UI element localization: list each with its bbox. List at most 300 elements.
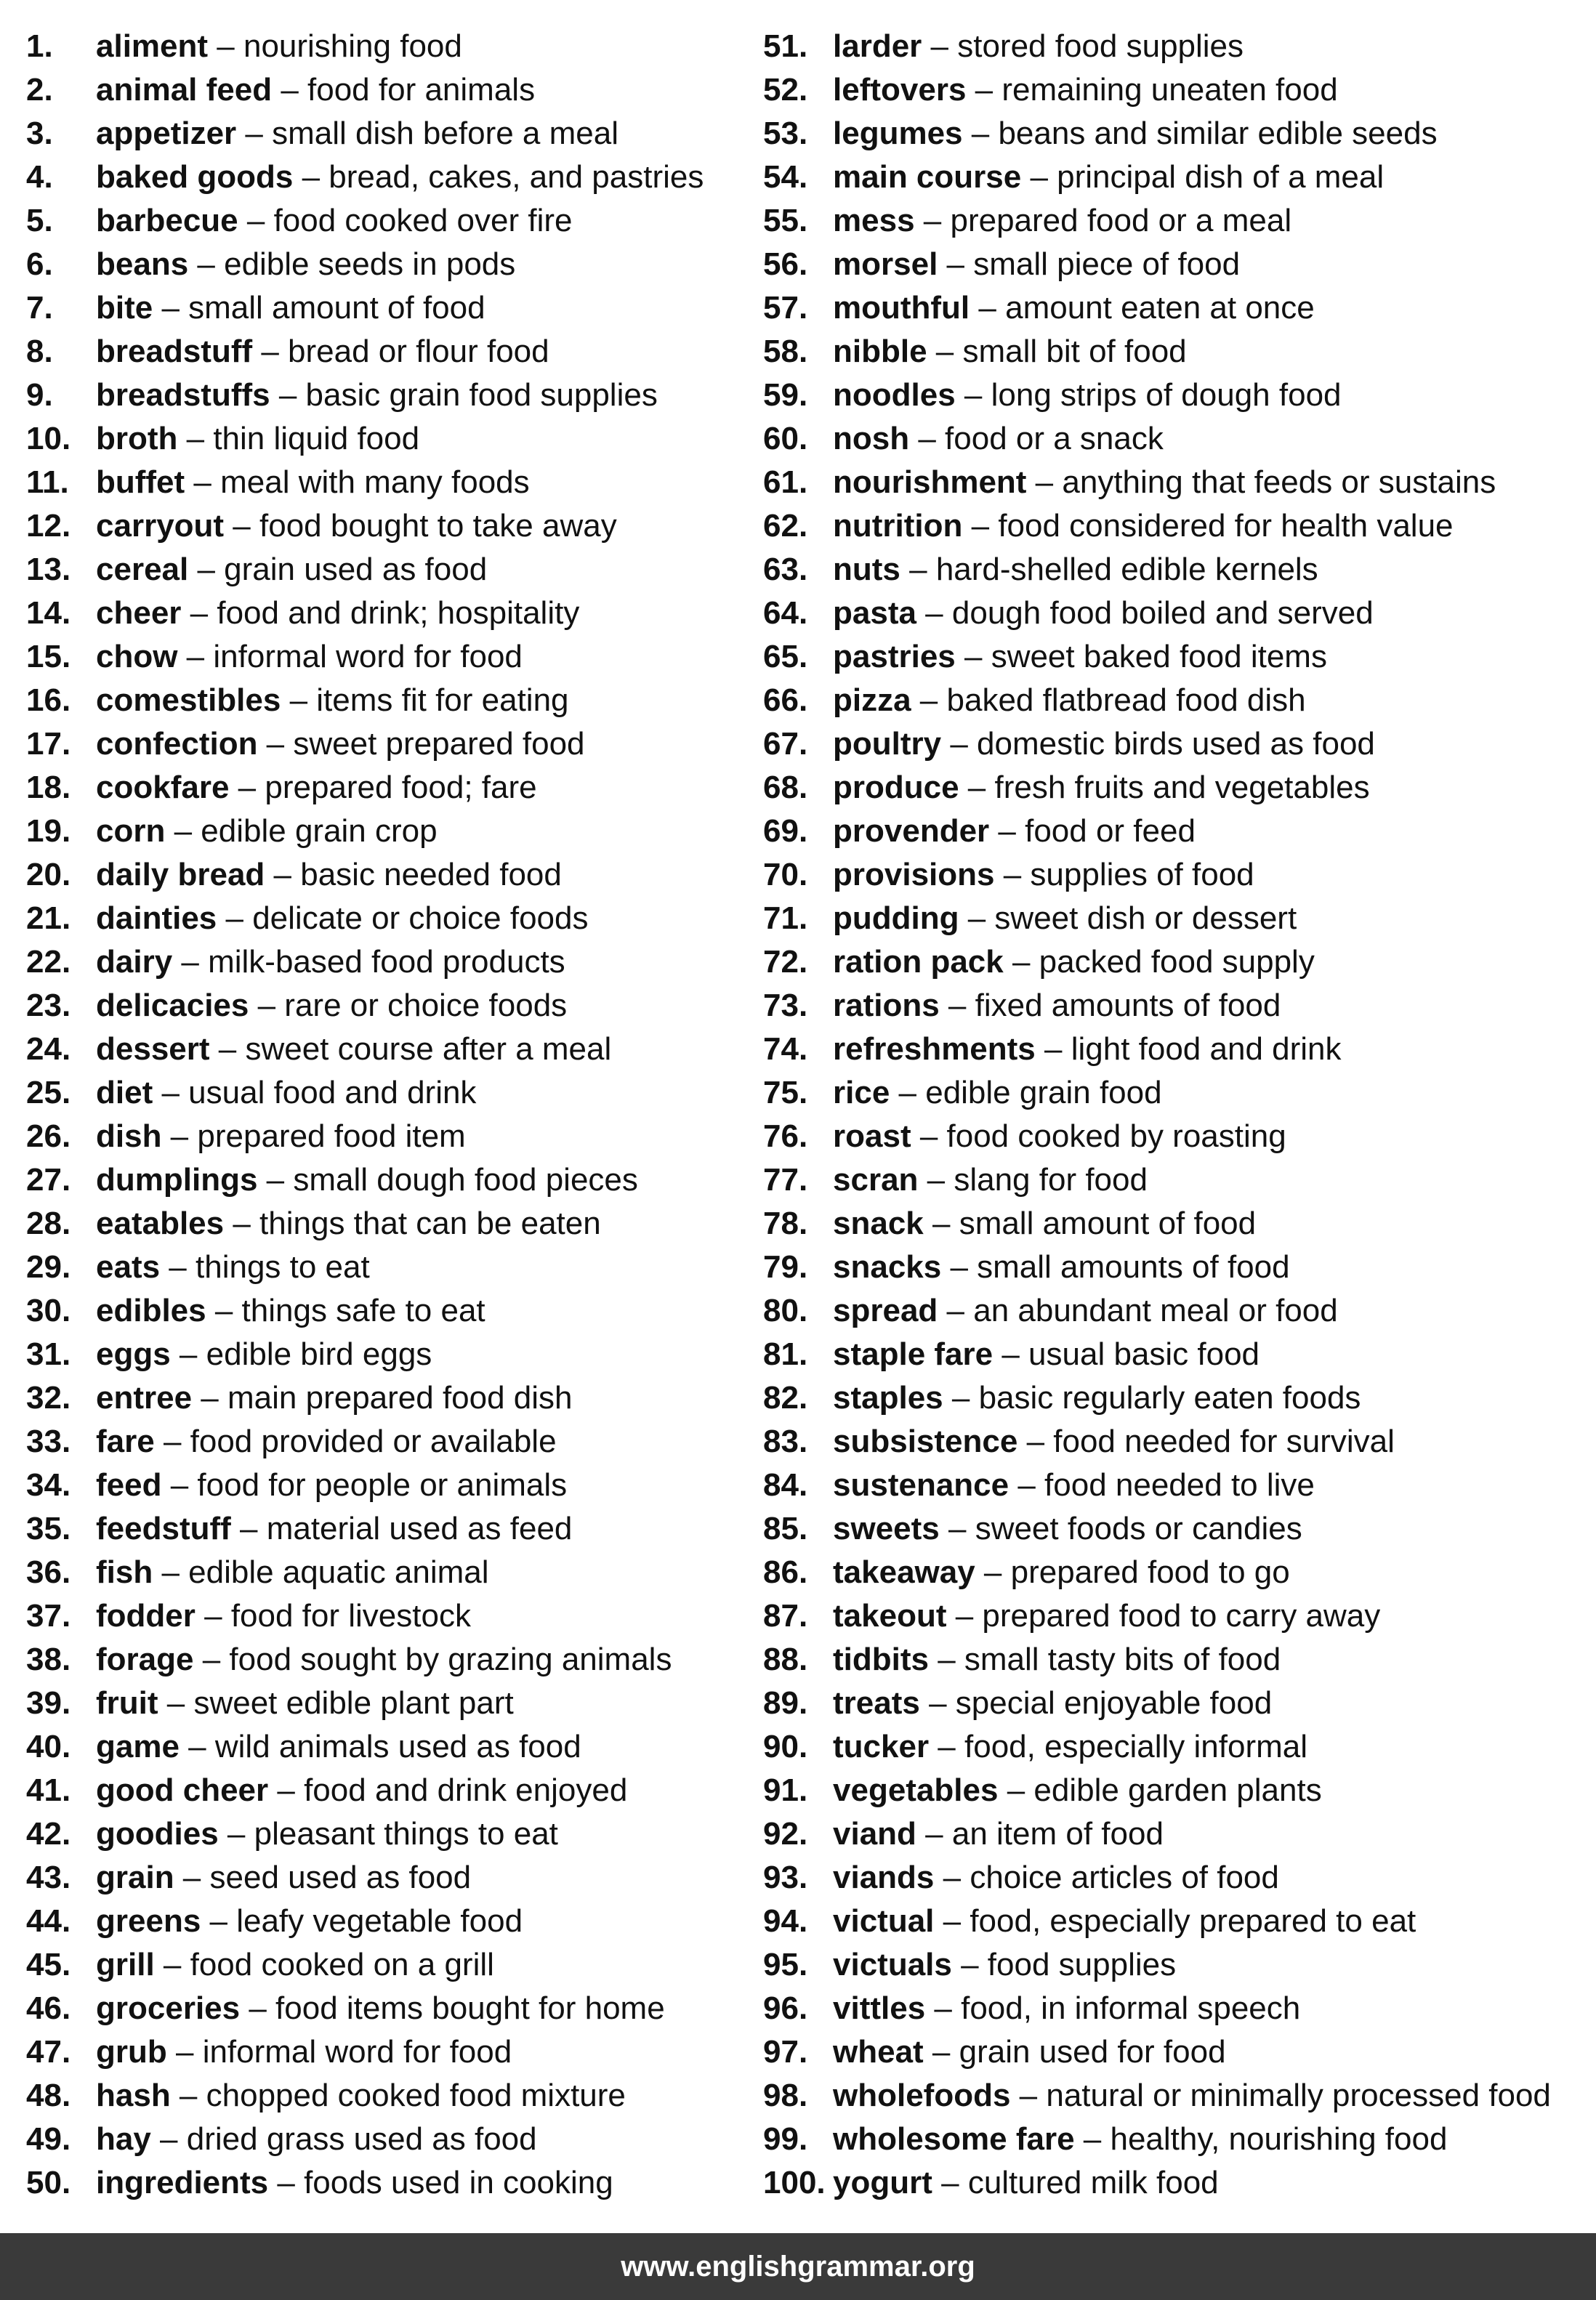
entry-word: pastries [833,639,956,674]
list-item [763,156,1584,199]
entry-separator: – [185,464,221,500]
list-item [763,1464,1584,1507]
entry-separator: – [923,1206,959,1241]
entry-number: 16. [26,682,71,718]
entry-definition: food sought by grazing animals [229,1642,672,1677]
entry-definition: bread or flour food [288,334,549,369]
entry-number: 62. [763,508,808,544]
entry-number: 99. [763,2121,808,2157]
entry-word: eatables [96,1206,225,1241]
entry-word: eats [96,1249,161,1285]
entry-word: rations [833,988,940,1023]
list-item [763,330,1584,374]
entry-definition: prepared food to carry away [982,1598,1381,1634]
entry-separator: – [941,726,978,762]
list-item [26,1202,760,1246]
entry-definition: an abundant meal or food [973,1293,1338,1328]
entry-definition: food cooked by roasting [946,1118,1286,1154]
entry-definition: an item of food [951,1816,1164,1852]
entry-word: nourishment [833,464,1027,500]
entry-number: 100. [763,2165,826,2200]
entry-definition: sweet course after a meal [245,1031,612,1067]
entry-separator: – [208,28,243,64]
entry-number: 32. [26,1380,71,1416]
entry-separator: – [975,1554,1011,1590]
entry-separator: – [161,1467,198,1503]
entry-definition: sweet edible plant part [193,1685,514,1721]
entry-word: leftovers [833,72,967,108]
entry-definition: food or a snack [945,421,1164,456]
entry-separator: – [224,508,259,544]
entry-word: snacks [833,1249,942,1285]
entry-number: 93. [763,1860,808,1895]
list-item [763,504,1584,548]
list-item [763,2030,1584,2074]
entry-number: 48. [26,2078,71,2113]
entry-word: beans [96,246,189,282]
entry-definition: hard-shelled edible kernels [935,552,1318,587]
list-item [26,1812,760,1856]
list-item [763,1507,1584,1551]
entry-separator: – [941,1249,978,1285]
list-item [26,548,760,592]
entry-definition: usual food and drink [188,1075,477,1110]
list-item [26,1943,760,1987]
list-item [26,2118,760,2161]
entry-number: 46. [26,1990,71,2026]
entry-word: pasta [833,595,916,631]
entry-separator: – [927,334,963,369]
list-item [26,679,760,722]
entry-definition: edible bird eggs [206,1336,432,1372]
entry-definition: food bought to take away [259,508,617,544]
list-item [763,1725,1584,1769]
entry-word: sweets [833,1511,940,1546]
entry-word: buffet [96,464,185,500]
entry-separator: – [154,1947,190,1982]
list-item [763,1028,1584,1071]
entry-definition: edible grain crop [201,813,438,849]
entry-separator: – [922,28,958,64]
entry-word: wholesome fare [833,2121,1075,2157]
entry-definition: edible garden plants [1033,1772,1322,1808]
entry-number: 19. [26,813,71,849]
list-item [763,1376,1584,1420]
entry-definition: sweet dish or dessert [994,900,1297,936]
entry-word: delicacies [96,988,249,1023]
entry-separator: – [925,1990,962,2026]
entry-number: 84. [763,1467,808,1503]
entry-definition: grain used for food [959,2034,1226,2070]
list-item [26,25,760,68]
list-item [26,1376,760,1420]
list-item [763,2074,1584,2118]
entry-word: fodder [96,1598,196,1634]
entry-number: 23. [26,988,71,1023]
entry-number: 7. [26,290,53,326]
entry-word: provender [833,813,990,849]
list-item [763,635,1584,679]
entry-number: 52. [763,72,808,108]
entry-word: roast [833,1118,911,1154]
entry-word: feedstuff [96,1511,231,1546]
entry-definition: food or feed [1025,813,1196,849]
entry-separator: – [909,421,946,456]
entry-number: 95. [763,1947,808,1982]
entry-definition: healthy, nourishing food [1110,2121,1448,2157]
entry-number: 11. [26,464,69,500]
list-item [763,1769,1584,1812]
entry-number: 71. [763,900,808,936]
list-item [763,1115,1584,1158]
entry-number: 56. [763,246,808,282]
list-item [26,940,760,984]
entry-word: provisions [833,857,995,892]
entry-number: 43. [26,1860,71,1895]
entry-number: 87. [763,1598,808,1634]
entry-separator: – [206,1293,242,1328]
entry-number: 53. [763,116,808,151]
entry-definition: prepared food; fare [265,770,537,805]
entry-definition: small dish before a meal [272,116,618,151]
entry-word: eggs [96,1336,171,1372]
list-item [763,1420,1584,1464]
entry-word: nosh [833,421,910,456]
entry-word: victual [833,1903,935,1939]
entry-separator: – [270,377,306,413]
entry-separator: – [939,1511,975,1546]
entry-number: 12. [26,508,71,544]
entry-number: 5. [26,203,53,238]
list-item [763,25,1584,68]
entry-word: wholefoods [833,2078,1011,2113]
entry-separator: – [268,2165,305,2200]
list-item [763,286,1584,330]
entry-definition: packed food supply [1039,944,1315,980]
entry-number: 2. [26,72,53,108]
entry-number: 72. [763,944,808,980]
entry-separator: – [181,595,217,631]
entry-word: carryout [96,508,225,544]
entry-separator: – [998,1772,1034,1808]
entry-definition: small bit of food [962,334,1187,369]
list-item [763,1987,1584,2030]
entry-word: breadstuff [96,334,253,369]
entry-number: 63. [763,552,808,587]
entry-separator: – [201,1903,237,1939]
entry-definition: remaining uneaten food [1001,72,1338,108]
list-item [763,1682,1584,1725]
entry-word: legumes [833,116,963,151]
entry-word: diet [96,1075,153,1110]
entry-definition: domestic birds used as food [977,726,1375,762]
entry-separator: – [993,1336,1029,1372]
entry-number: 9. [26,377,53,413]
entry-separator: – [177,421,214,456]
list-item [763,461,1584,504]
entry-separator: – [959,770,995,805]
entry-number: 13. [26,552,71,587]
entry-separator: – [928,1642,964,1677]
entry-word: main course [833,159,1022,195]
entry-definition: supplies of food [1030,857,1254,892]
entry-word: animal feed [96,72,273,108]
entry-word: vegetables [833,1772,999,1808]
entry-separator: – [268,1772,305,1808]
list-item [26,112,760,156]
entry-separator: – [154,1424,190,1459]
entry-number: 69. [763,813,808,849]
entry-number: 98. [763,2078,808,2113]
entry-word: vittles [833,1990,926,2026]
entry-definition: edible seeds in pods [224,246,516,282]
entry-definition: food, in informal speech [961,1990,1301,2026]
list-item [26,1115,760,1158]
entry-word: tidbits [833,1642,929,1677]
entry-separator: – [179,1729,215,1764]
entry-number: 90. [763,1729,808,1764]
entry-number: 35. [26,1511,71,1546]
entry-word: poultry [833,726,942,762]
entry-number: 33. [26,1424,71,1459]
list-item [26,330,760,374]
entry-word: comestibles [96,682,281,718]
entry-definition: edible grain food [925,1075,1162,1110]
list-item [763,1071,1584,1115]
entry-separator: – [229,770,265,805]
list-item [763,1246,1584,1289]
entry-word: yogurt [833,2165,932,2200]
list-item [763,68,1584,112]
entry-separator: – [249,988,285,1023]
entry-separator: – [240,1990,276,2026]
entry-separator: – [938,246,974,282]
entry-separator: – [914,203,951,238]
list-item [763,940,1584,984]
word-list-right-column [763,25,1584,2205]
entry-number: 65. [763,639,808,674]
entry-definition: food cooked on a grill [190,1947,494,1982]
entry-separator: – [911,1118,947,1154]
entry-word: snack [833,1206,924,1241]
word-list-left-column [26,25,760,2205]
list-item [763,1289,1584,1333]
list-item [26,1464,760,1507]
entry-separator: – [224,1206,260,1241]
entry-word: edibles [96,1293,206,1328]
entry-number: 8. [26,334,53,369]
entry-separator: – [955,377,991,413]
entry-word: subsistence [833,1424,1018,1459]
list-item [763,1638,1584,1682]
entry-number: 92. [763,1816,808,1852]
list-item [26,461,760,504]
entry-number: 18. [26,770,71,805]
entry-separator: – [938,1293,974,1328]
entry-definition: long strips of dough food [991,377,1342,413]
entry-definition: small amounts of food [977,1249,1290,1285]
list-item [26,199,760,243]
entry-word: grain [96,1860,174,1895]
entry-separator: – [890,1075,926,1110]
entry-separator: – [209,1031,246,1067]
entry-number: 74. [763,1031,808,1067]
entry-word: daily bread [96,857,265,892]
list-item [763,679,1584,722]
entry-word: groceries [96,1990,241,2026]
entry-word: baked goods [96,159,294,195]
entry-definition: things safe to eat [241,1293,485,1328]
entry-number: 54. [763,159,808,195]
entry-number: 6. [26,246,53,282]
entry-number: 37. [26,1598,71,1634]
entry-definition: fresh fruits and vegetables [994,770,1370,805]
entry-definition: food and drink; hospitality [217,595,580,631]
entry-separator: – [236,116,273,151]
entry-word: hash [96,2078,171,2113]
entry-word: cereal [96,552,189,587]
entry-word: fruit [96,1685,158,1721]
entry-separator: – [153,1554,189,1590]
entry-definition: main prepared food dish [227,1380,573,1416]
entry-word: mouthful [833,290,970,326]
entry-number: 30. [26,1293,71,1328]
entry-separator: – [150,2121,187,2157]
entry-word: rice [833,1075,890,1110]
entry-separator: – [170,2078,206,2113]
entry-definition: choice articles of food [970,1860,1279,1895]
list-item [26,1638,760,1682]
entry-word: refreshments [833,1031,1036,1067]
entry-definition: baked flatbread food dish [946,682,1306,718]
entry-number: 41. [26,1772,71,1808]
entry-separator: – [252,334,289,369]
entry-separator: – [919,1685,956,1721]
entry-number: 57. [763,290,808,326]
entry-number: 20. [26,857,71,892]
entry-word: appetizer [96,116,237,151]
entry-word: hay [96,2121,151,2157]
entry-word: mess [833,203,915,238]
entry-definition: food, especially prepared to eat [970,1903,1416,1939]
entry-number: 24. [26,1031,71,1067]
entry-number: 15. [26,639,71,674]
entry-word: nibble [833,334,927,369]
list-item [763,1856,1584,1900]
entry-word: wheat [833,2034,924,2070]
entry-definition: things to eat [196,1249,370,1285]
entry-word: viand [833,1816,916,1852]
list-item [763,548,1584,592]
footer-website-text: www.englishgrammar.org [621,2251,975,2283]
entry-definition: pleasant things to eat [254,1816,558,1852]
entry-definition: small dough food pieces [293,1162,638,1198]
entry-separator: – [934,1860,970,1895]
entry-number: 68. [763,770,808,805]
entry-number: 39. [26,1685,71,1721]
list-item [26,68,760,112]
entry-definition: items fit for eating [316,682,569,718]
list-item [763,1202,1584,1246]
entry-word: viands [833,1860,935,1895]
entry-separator: – [160,1249,196,1285]
entry-number: 77. [763,1162,808,1198]
list-item [763,853,1584,897]
entry-word: feed [96,1467,162,1503]
entry-definition: foods used in cooking [304,2165,613,2200]
entry-number: 21. [26,900,71,936]
entry-number: 67. [763,726,808,762]
entry-word: good cheer [96,1772,269,1808]
list-item [26,1682,760,1725]
entry-definition: leafy vegetable food [236,1903,523,1939]
entry-separator: – [929,1729,964,1764]
entry-definition: food cooked over fire [273,203,573,238]
entry-word: takeout [833,1598,947,1634]
entry-word: pudding [833,900,959,936]
entry-word: dessert [96,1031,210,1067]
entry-word: chow [96,639,178,674]
entry-word: cheer [96,595,182,631]
entry-definition: food considered for health value [998,508,1454,544]
entry-number: 36. [26,1554,71,1590]
entry-word: greens [96,1903,201,1939]
entry-number: 97. [763,2034,808,2070]
list-item [26,2161,760,2205]
entry-word: aliment [96,28,209,64]
entry-number: 34. [26,1467,71,1503]
entry-definition: small amount of food [959,1206,1257,1241]
entry-separator: – [188,246,225,282]
entry-definition: wild animals used as food [214,1729,581,1764]
entry-word: pizza [833,682,911,718]
entry-number: 25. [26,1075,71,1110]
entry-number: 47. [26,2034,71,2070]
list-item [763,243,1584,286]
list-item [26,1900,760,1943]
entry-separator: – [153,1075,189,1110]
list-item [26,504,760,548]
entry-number: 49. [26,2121,71,2157]
list-item [26,417,760,461]
entry-definition: small piece of food [973,246,1241,282]
list-item [26,722,760,766]
entry-separator: – [962,116,999,151]
entry-definition: food items bought for home [275,1990,665,2026]
entry-separator: – [165,813,201,849]
entry-word: staples [833,1380,943,1416]
entry-definition: food for livestock [230,1598,471,1634]
list-item [26,984,760,1028]
list-item [763,199,1584,243]
entry-separator: – [955,639,991,674]
entry-word: ingredients [96,2165,269,2200]
entry-definition: slang for food [954,1162,1148,1198]
entry-word: entree [96,1380,193,1416]
entry-number: 81. [763,1336,808,1372]
entry-definition: anything that feeds or sustains [1062,464,1496,500]
list-item [26,1420,760,1464]
entry-word: takeaway [833,1554,975,1590]
entry-word: corn [96,813,166,849]
entry-number: 85. [763,1511,808,1546]
entry-number: 40. [26,1729,71,1764]
entry-number: 14. [26,595,71,631]
entry-number: 55. [763,203,808,238]
list-item [763,1594,1584,1638]
entry-number: 94. [763,1903,808,1939]
entry-separator: – [916,595,952,631]
